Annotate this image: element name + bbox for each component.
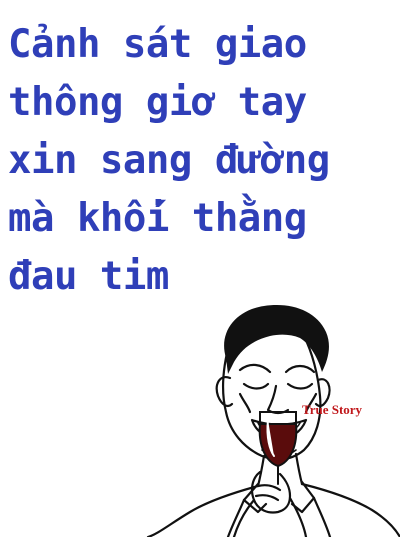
meme-caption: [8, 16, 394, 306]
suit-left: [148, 486, 258, 537]
left-eyebrow: [240, 365, 270, 372]
caption-line-2: thông giơ tay: [8, 80, 307, 125]
suit-right: [302, 484, 400, 537]
nose: [268, 386, 288, 413]
right-eyebrow: [286, 366, 314, 372]
caption-line-5: đau tim: [8, 254, 169, 299]
right-eye: [288, 384, 312, 389]
left-eye: [244, 384, 268, 389]
caption-line-1: Cảnh sát giao: [8, 22, 307, 67]
true-story-stamp: True Story: [302, 402, 363, 417]
hand: [252, 472, 290, 513]
yao-ming-face-drawing: [140, 300, 400, 537]
caption-line-4: mà khối thằng: [8, 196, 307, 241]
caption-line-3: xin sang đường: [8, 138, 330, 183]
hair: [224, 305, 329, 374]
